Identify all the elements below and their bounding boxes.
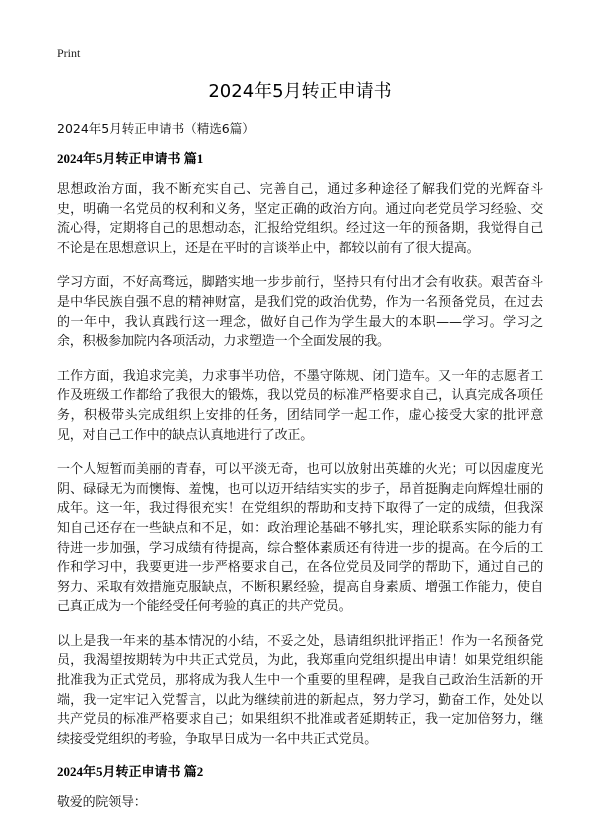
document-body bbox=[57, 150, 543, 813]
paragraph: 思想政治方面，我不断充实自己、完善自己，通过多种途径了解我们党的光辉奋斗史，明确一名党员的权利和义务，坚定正确的政治方向。通过向老党员学习经验、交流心得，定期将自己的思想动态，汇报给党组织。经过这一年的预备期，我觉得自己不论是在思想意识上，还是在平时的言谈举止中，都较以前有了很大提高。 bbox=[57, 182, 543, 256]
section-heading: 2024年5月转正申请书 篇1 bbox=[57, 151, 204, 166]
paragraph: 工作方面，我追求完美，力求事半功倍，不墨守陈规、闭门造车。又一年的志愿者工作及班级工作都给了我很大的锻炼，我以党员的标准严格要求自己，认真完成各项任务，积极带头完成组织上安排的任务，团结同学一起工作，虚心接受大家的批评意见，对自己工作中的缺点认真地进行了改正。 bbox=[57, 368, 543, 443]
salutation: 敬爱的院领导： bbox=[57, 795, 147, 811]
section-heading: 2024年5月转正申请书 篇2 bbox=[57, 764, 204, 780]
paragraph: 学习方面，不好高骛远，脚踏实地一步步前行，坚持只有付出才会有收获。艰苦奋斗是中华民族自强不息的精神财富，是我们党的政治优势，作为一名预备党员，在过去的一年中，我认真践行这一理念，做好自己作为学生最大的本职——学习。学习之余，积极参加院内各项活动，力求塑造一个全面发展的我。 bbox=[57, 275, 543, 350]
print-link[interactable]: Print bbox=[57, 46, 81, 60]
paragraph: 一个人短暂而美丽的青春，可以平淡无奇，也可以放射出英雄的火光；可以因虚度光阴、碌碌无为而懊悔、羞愧，也可以迈开结结实实的步子，昂首挺胸走向辉煌壮丽的成年。这一年，我过得很充实！在党组织的帮助和支持下取得了一定的成绩，但我深知自己还存在一些缺点和不足，如：政治理论基础不够扎实，理论联系实际的能力有待进一步加强，学习成绩有待提高，综合整体素质还有待进一步的提高。在今后的工作和学习中，我要更进一步严格要求自己，在各位党员及同学的帮助下，通过自己的努力、采取有效措施克服缺点，不断积累经验，提高自身素质、增强工作能力，使自己真正成为一个能经受任何考验的真正的共产党员。 bbox=[57, 462, 543, 615]
paragraph: 以上是我一年来的基本情况的小结，不妥之处，恳请组织批评指正！作为一名预备党员，我渴望按期转为中共正式党员，为此，我郑重向党组织提出申请！如果党组织能批准我为正式党员，那将成为我人生中一个重要的里程碑，是我自己政治生活新的开端，我一定牢记入党誓言，以此为继续前进的新起点，努力学习，勤奋工作，处处以共产党员的标准严格要求自己；如果组织不批准或者延期转正，我一定加倍努力，继续接受党组织的考验，争取早日成为一名中共正式党员。 bbox=[57, 633, 543, 747]
document-title: 2024年5月转正申请书 bbox=[208, 81, 392, 102]
document-subtitle: 2024年5月转正申请书（精选6篇） bbox=[57, 121, 255, 136]
